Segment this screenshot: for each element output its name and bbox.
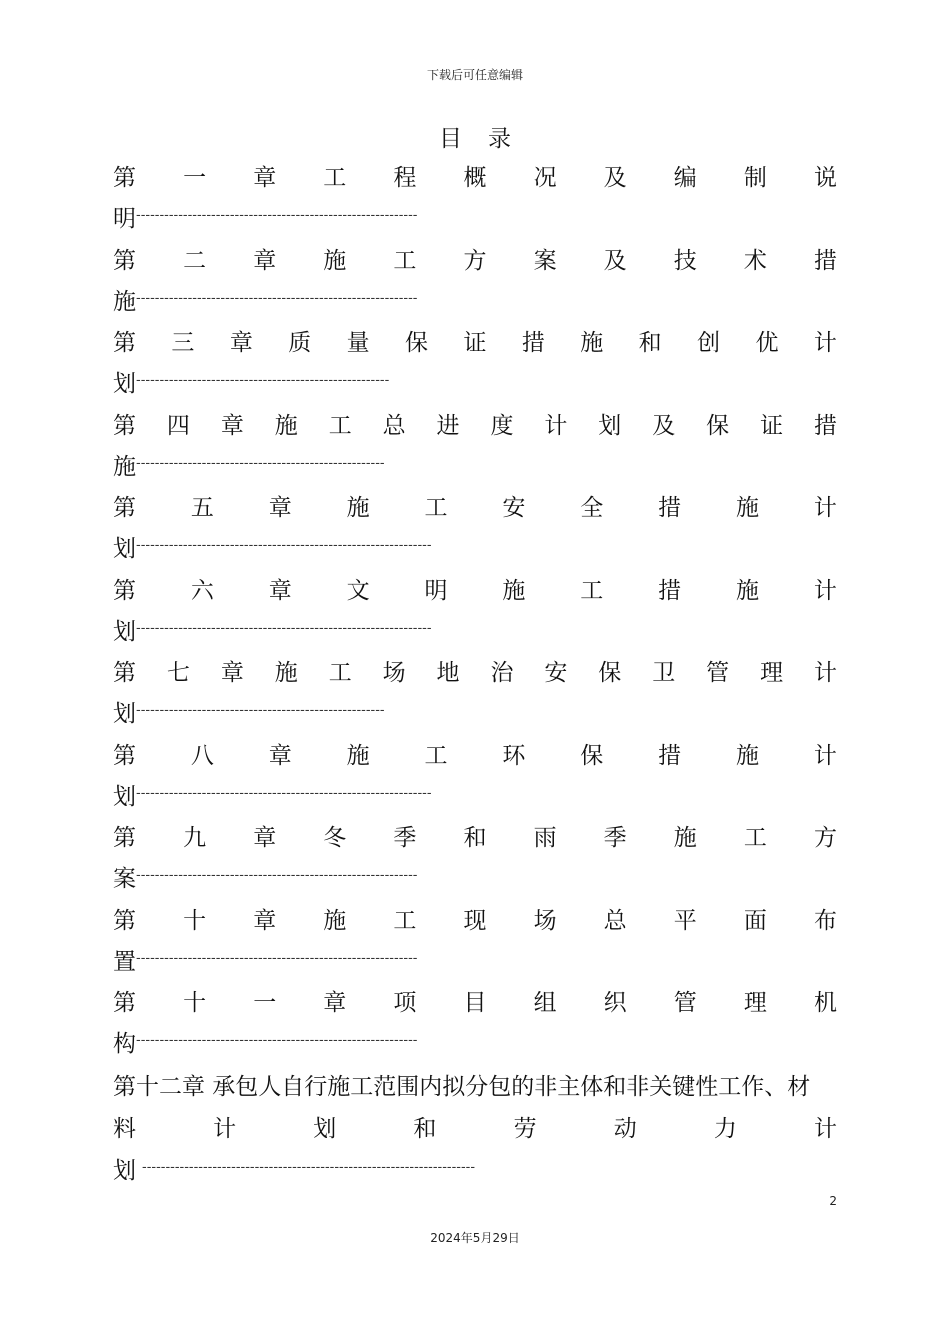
- toc-entry-char: 章: [253, 825, 277, 851]
- toc-entry-line-1: [113, 241, 837, 281]
- toc-entry-line-1: [113, 158, 837, 198]
- toc-entry-char: 四: [166, 413, 190, 439]
- toc-entry-char: 说: [813, 165, 837, 191]
- toc-entry-line-2: [113, 1023, 837, 1065]
- toc-entry-char: 和: [638, 330, 662, 356]
- toc-entry-char: 保: [405, 330, 429, 356]
- toc-entry-char: 管: [673, 990, 697, 1016]
- toc-entry-line-start: 划: [113, 536, 136, 562]
- toc-entry-char: 工: [328, 413, 352, 439]
- toc-entry-char: 第: [113, 330, 136, 356]
- toc-entry-char: 措: [658, 495, 682, 521]
- toc-entry-char: 及: [652, 413, 676, 439]
- toc-entry-3[interactable]: [113, 323, 837, 405]
- toc-entry-char: 技: [673, 248, 697, 274]
- toc-entry-char: 施: [673, 825, 697, 851]
- toc-entry-line-1: [113, 571, 837, 611]
- toc-entry-char: 工: [743, 825, 767, 851]
- toc-entry-10[interactable]: [113, 901, 837, 983]
- toc-entry-char: 计: [813, 1116, 837, 1142]
- toc-entry-char: 十: [183, 908, 207, 934]
- toc-entry-line-start: 明: [113, 206, 136, 232]
- toc-entry-char: 雨: [533, 825, 557, 851]
- toc-entry-char: 施: [580, 330, 604, 356]
- toc-entry-char: 地: [436, 660, 460, 686]
- toc-entry-leader: ------------------------------------------------------------: [136, 950, 418, 966]
- toc-entry-char: 章: [253, 908, 277, 934]
- toc-entry-8[interactable]: [113, 736, 837, 818]
- toc-entry-char: 章: [323, 990, 347, 1016]
- toc-entry-line-2: [113, 363, 837, 405]
- toc-entry-char: 力: [713, 1116, 737, 1142]
- toc-entry-9[interactable]: [113, 818, 837, 900]
- toc-entry-12-leader: -----------------------------------------------------------------------: [142, 1159, 476, 1175]
- toc-entry-char: 量: [346, 330, 370, 356]
- toc-entry-char: 环: [502, 743, 526, 769]
- toc-entry-char: 章: [268, 495, 292, 521]
- toc-entry-char: 术: [743, 248, 767, 274]
- toc-entry-char: 现: [463, 908, 487, 934]
- toc-entry-line-2: [113, 858, 837, 900]
- toc-entry-leader: ---------------------------------------------------------------: [136, 620, 432, 636]
- toc-entry-char: 优: [755, 330, 779, 356]
- toc-entry-char: 工: [393, 908, 417, 934]
- toc-entry-12-line-b: [113, 1108, 837, 1150]
- toc-entry-12-line-start: 划: [113, 1158, 136, 1184]
- toc-entry-char: 证: [760, 413, 784, 439]
- toc-entry-char: 章: [253, 248, 277, 274]
- toc-entry-char: 理: [760, 660, 784, 686]
- toc-entry-char: 安: [544, 660, 568, 686]
- toc-entry-char: 场: [533, 908, 557, 934]
- toc-entry-char: 施: [736, 578, 759, 604]
- toc-entry-char: 保: [598, 660, 622, 686]
- toc-entry-line-1: [113, 323, 837, 363]
- toc-entry-char: 措: [658, 578, 682, 604]
- toc-entry-char: 措: [813, 248, 837, 274]
- toc-entry-char: 和: [463, 825, 487, 851]
- toc-entry-7[interactable]: [113, 653, 837, 735]
- toc-entry-char: 卫: [652, 660, 676, 686]
- toc-entry-char: 面: [743, 908, 767, 934]
- toc-entry-char: 计: [813, 495, 837, 521]
- toc-entry-char: 计: [813, 578, 837, 604]
- toc-entry-char: 总: [603, 908, 627, 934]
- toc-entry-char: 划: [598, 413, 622, 439]
- toc-entry-char: 工: [328, 660, 352, 686]
- toc-entry-line-1: [113, 901, 837, 941]
- toc-entry-char: 方: [463, 248, 487, 274]
- toc-entry-line-start: 划: [113, 784, 136, 810]
- toc-entry-line-2: [113, 198, 837, 240]
- toc-entry-char: 明: [424, 578, 448, 604]
- toc-entry-line-2: [113, 693, 837, 735]
- toc-entry-char: 织: [603, 990, 627, 1016]
- toc-entry-char: 第: [113, 660, 136, 686]
- toc-entry-2[interactable]: [113, 241, 837, 323]
- toc-entry-line-2: [113, 611, 837, 653]
- toc-entry-char: 施: [274, 413, 298, 439]
- toc-entry-leader: ---------------------------------------------------------------: [136, 785, 432, 801]
- toc-entry-5[interactable]: [113, 488, 837, 570]
- toc-entry-char: 施: [323, 248, 347, 274]
- toc-entry-char: 组: [533, 990, 557, 1016]
- toc-entry-char: 及: [603, 165, 627, 191]
- toc-entry-char: 施: [274, 660, 298, 686]
- toc-entry-char: 第: [113, 165, 136, 191]
- toc-entry-char: 计: [213, 1116, 237, 1142]
- footer-date: 2024年5月29日: [430, 1231, 520, 1245]
- toc-entry-char: 施: [346, 743, 370, 769]
- toc-entry-12[interactable]: [113, 1066, 837, 1192]
- toc-title: 目录: [439, 126, 537, 152]
- toc-entry-line-start: 划: [113, 619, 136, 645]
- toc-entry-line-start: 划: [113, 371, 136, 397]
- toc-entry-line-1: [113, 736, 837, 776]
- toc-entry-6[interactable]: [113, 571, 837, 653]
- toc-entry-char: 计: [813, 743, 837, 769]
- toc-entry-char: 施: [346, 495, 370, 521]
- toc-entry-11[interactable]: [113, 983, 837, 1065]
- toc-entry-char: 全: [580, 495, 604, 521]
- toc-entry-char: 制: [743, 165, 767, 191]
- toc-entry-line-2: [113, 446, 837, 488]
- toc-entry-line-1: [113, 818, 837, 858]
- toc-entry-char: 一: [183, 165, 207, 191]
- toc-entry-leader: ------------------------------------------------------------: [136, 1032, 418, 1048]
- toc-entry-char: 编: [673, 165, 697, 191]
- toc-entry-char: 场: [382, 660, 406, 686]
- toc-entry-line-2: [113, 281, 837, 323]
- toc-entry-char: 和: [413, 1116, 437, 1142]
- toc-entry-char: 工: [424, 743, 448, 769]
- toc-entry-char: 证: [463, 330, 487, 356]
- toc-entry-line-start: 施: [113, 454, 136, 480]
- toc-entry-char: 治: [490, 660, 514, 686]
- toc-entry-char: 施: [323, 908, 347, 934]
- toc-entry-line-2: [113, 941, 837, 983]
- toc-entry-12-line-a: 第十二章 承包人自行施工范围内拟分包的非主体和非关键性工作、材: [113, 1074, 811, 1100]
- toc-entry-char: 措: [813, 413, 837, 439]
- toc-entry-leader: -----------------------------------------------------: [136, 702, 385, 718]
- toc-entry-char: 方: [813, 825, 837, 851]
- toc-entry-char: 及: [603, 248, 627, 274]
- toc-entry-char: 机: [813, 990, 837, 1016]
- toc-entry-char: 第: [113, 825, 136, 851]
- toc-entry-char: 度: [490, 413, 514, 439]
- toc-entry-char: 质: [288, 330, 312, 356]
- toc-entry-char: 布: [813, 908, 837, 934]
- toc-entry-line-start: 置: [113, 949, 136, 975]
- toc-entry-char: 第: [113, 413, 136, 439]
- toc-entry-char: 保: [580, 743, 604, 769]
- toc-entry-leader: ---------------------------------------------------------------: [136, 537, 432, 553]
- toc-entry-char: 程: [393, 165, 417, 191]
- toc-entry-line-start: 构: [113, 1031, 136, 1057]
- toc-entry-line-1: [113, 653, 837, 693]
- toc-entry-char: 八: [190, 743, 214, 769]
- toc-entry-char: 二: [183, 248, 207, 274]
- toc-entry-char: 平: [673, 908, 697, 934]
- toc-entry-char: 章: [220, 413, 244, 439]
- toc-entry-line-start: 案: [113, 866, 136, 892]
- toc-entry-char: 第: [113, 743, 136, 769]
- toc-entry-char: 章: [268, 578, 292, 604]
- toc-entry-char: 总: [382, 413, 406, 439]
- toc-entry-char: 第: [113, 908, 136, 934]
- toc-entry-char: 料: [113, 1116, 136, 1142]
- toc-entry-char: 章: [268, 743, 292, 769]
- toc-entry-char: 第: [113, 248, 136, 274]
- toc-entry-char: 季: [603, 825, 627, 851]
- toc-entry-char: 工: [580, 578, 604, 604]
- toc-entry-char: 施: [736, 743, 759, 769]
- toc-entry-leader: ------------------------------------------------------------: [136, 207, 418, 223]
- toc-entry-line-1: [113, 406, 837, 446]
- toc-entry-line-start: 划: [113, 701, 136, 727]
- toc-entry-char: 文: [346, 578, 370, 604]
- toc-entry-char: 第: [113, 990, 136, 1016]
- toc-entry-char: 施: [502, 578, 526, 604]
- toc-entry-1[interactable]: [113, 158, 837, 240]
- toc-entry-char: 工: [424, 495, 448, 521]
- toc-entry-char: 保: [706, 413, 730, 439]
- toc-entry-char: 章: [220, 660, 244, 686]
- toc-entry-line-1: [113, 488, 837, 528]
- toc-entry-char: 措: [658, 743, 682, 769]
- toc-entry-char: 工: [323, 165, 347, 191]
- toc-entry-char: 动: [613, 1116, 637, 1142]
- toc-entry-char: 章: [253, 165, 277, 191]
- toc-entry-char: 计: [813, 330, 837, 356]
- toc-entry-char: 十: [183, 990, 207, 1016]
- toc-entry-char: 划: [313, 1116, 337, 1142]
- toc-entry-char: 第: [113, 578, 136, 604]
- header-note: 下载后可任意编辑: [426, 68, 523, 82]
- toc-entry-4[interactable]: [113, 406, 837, 488]
- toc-entry-char: 案: [533, 248, 557, 274]
- toc-entry-char: 劳: [513, 1116, 537, 1142]
- toc-entry-char: 项: [393, 990, 417, 1016]
- toc-entry-12-line-c: [113, 1150, 837, 1192]
- toc-entry-char: 计: [544, 413, 568, 439]
- toc-entry-char: 概: [463, 165, 487, 191]
- toc-entry-char: 措: [521, 330, 545, 356]
- toc-entry-line-1: [113, 983, 837, 1023]
- toc-entry-leader: -----------------------------------------------------: [136, 455, 385, 471]
- page-number: 2: [829, 1194, 837, 1208]
- toc-entry-char: 计: [813, 660, 837, 686]
- toc-entry-leader: ------------------------------------------------------------: [136, 867, 418, 883]
- toc-entry-char: 安: [502, 495, 526, 521]
- toc-entry-char: 章: [229, 330, 253, 356]
- toc-entry-char: 三: [171, 330, 195, 356]
- toc-entry-char: 况: [533, 165, 557, 191]
- toc-entry-line-start: 施: [113, 289, 136, 315]
- toc-entry-char: 进: [436, 413, 460, 439]
- toc-entry-char: 五: [190, 495, 214, 521]
- toc-entry-char: 理: [743, 990, 767, 1016]
- toc-entry-char: 六: [190, 578, 214, 604]
- toc-entry-char: 七: [166, 660, 190, 686]
- toc-entry-char: 管: [706, 660, 730, 686]
- toc-entry-char: 工: [393, 248, 417, 274]
- toc-entry-char: 一: [253, 990, 277, 1016]
- toc-entry-char: 目: [463, 990, 487, 1016]
- toc-entry-char: 施: [736, 495, 759, 521]
- toc-entry-char: 九: [183, 825, 207, 851]
- toc-entry-leader: ------------------------------------------------------: [136, 372, 390, 388]
- toc-entry-char: 创: [697, 330, 721, 356]
- toc-entry-leader: ------------------------------------------------------------: [136, 290, 418, 306]
- toc-entry-char: 第: [113, 495, 136, 521]
- toc-entry-char: 冬: [323, 825, 347, 851]
- toc-entry-line-2: [113, 528, 837, 570]
- toc-entry-char: 季: [393, 825, 417, 851]
- toc-entry-line-2: [113, 776, 837, 818]
